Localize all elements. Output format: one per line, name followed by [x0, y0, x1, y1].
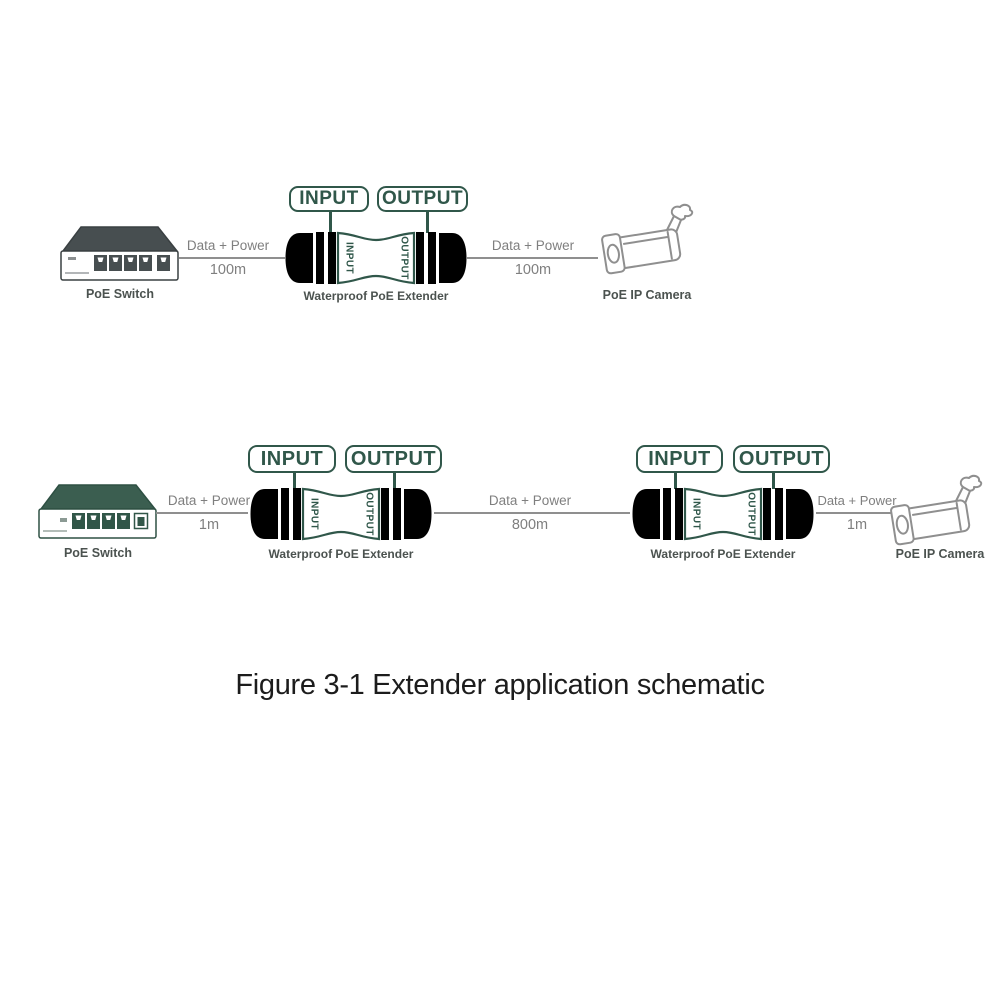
extender-label: Waterproof PoE Extender [650, 547, 796, 561]
ip-camera-icon [597, 203, 697, 285]
extender-label: Waterproof PoE Extender [303, 289, 449, 303]
extender-input-port-text: INPUT [690, 498, 702, 530]
extender-label: Waterproof PoE Extender [268, 547, 414, 561]
extender-input-port-text: INPUT [343, 242, 355, 274]
waterproof-extender-icon [283, 230, 469, 286]
link-label: Data + Power [186, 238, 270, 253]
output-tag: OUTPUT [733, 445, 830, 473]
waterproof-extender-icon [248, 486, 434, 542]
input-tag: INPUT [248, 445, 336, 473]
cable-link [816, 512, 893, 514]
link-label: Data + Power [488, 493, 572, 508]
ip-camera-label: PoE IP Camera [602, 288, 692, 302]
cable-link [467, 257, 598, 259]
extender-output-port-text: OUTPUT [363, 492, 375, 536]
extender-input-port-text: INPUT [308, 498, 320, 530]
link-distance: 100m [514, 262, 552, 278]
poe-switch-label: PoE Switch [85, 287, 155, 301]
link-distance: 800m [511, 517, 549, 533]
output-tag: OUTPUT [345, 445, 442, 473]
ip-camera-label: PoE IP Camera [895, 547, 985, 561]
poe-switch-label: PoE Switch [63, 546, 133, 560]
ip-camera-icon [886, 474, 986, 556]
poe-switch-icon [56, 224, 184, 284]
link-label: Data + Power [491, 238, 575, 253]
link-distance: 1m [198, 517, 220, 533]
poe-switch-icon [34, 482, 162, 542]
input-tag: INPUT [289, 186, 369, 212]
link-label: Data + Power [167, 493, 251, 508]
input-tag: INPUT [636, 445, 723, 473]
extender-output-port-text: OUTPUT [398, 236, 410, 280]
cable-link [156, 512, 248, 514]
output-tag: OUTPUT [377, 186, 468, 212]
extender-output-port-text: OUTPUT [745, 492, 757, 536]
waterproof-extender-icon [630, 486, 816, 542]
cable-link [434, 512, 630, 514]
figure-caption: Figure 3-1 Extender application schematic [235, 669, 765, 701]
cable-link [179, 257, 285, 259]
link-distance: 100m [209, 262, 247, 278]
link-label: Data + Power [817, 493, 897, 508]
link-distance: 1m [846, 517, 868, 533]
